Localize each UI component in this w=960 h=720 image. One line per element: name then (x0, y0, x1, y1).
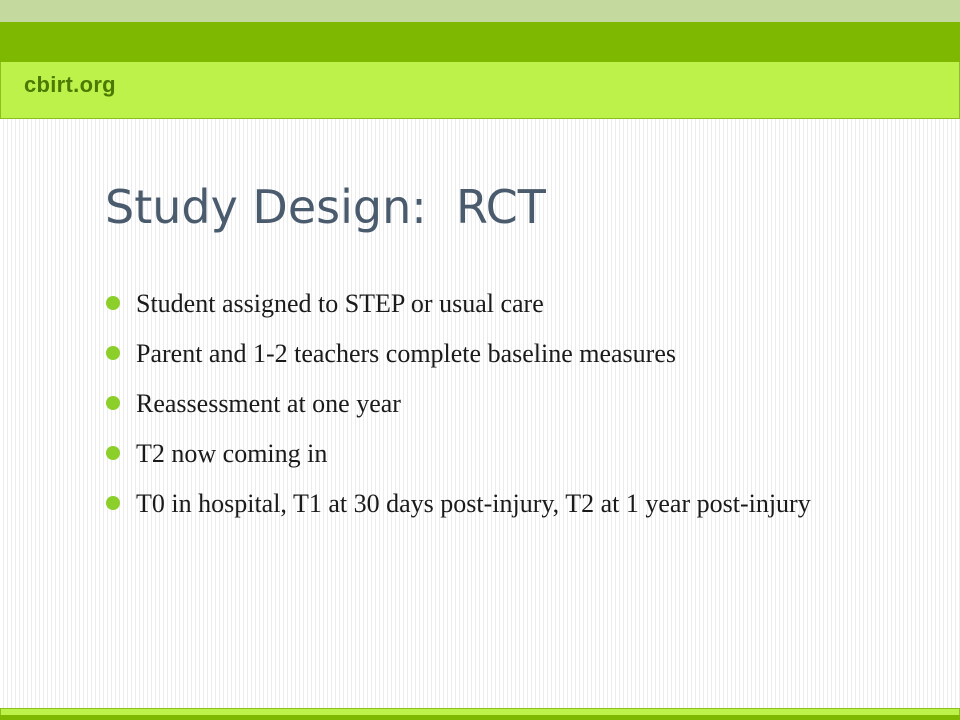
header-dark-band (0, 22, 960, 62)
logo-text: cbirt.org (24, 72, 116, 97)
bullet-item (106, 436, 866, 472)
bullet-text: T0 in hospital, T1 at 30 days post-injury, T2 at 1 year post-injury (136, 489, 811, 518)
bullet-dot-icon (106, 496, 120, 510)
slide-title: Study Design: RCT (105, 180, 546, 234)
header-light-band (0, 62, 960, 119)
bullet-dot-icon (106, 346, 120, 360)
bullet-dot-icon (106, 446, 120, 460)
header-top-band (0, 0, 960, 22)
bullet-text: Parent and 1-2 teachers complete baseline measures (136, 339, 676, 368)
bullet-dot-icon (106, 296, 120, 310)
bullet-item (106, 286, 866, 322)
bullet-item (106, 486, 866, 522)
bullet-text: T2 now coming in (136, 439, 328, 468)
bullet-text: Reassessment at one year (136, 389, 401, 418)
bullet-text: Student assigned to STEP or usual care (136, 289, 544, 318)
bullet-dot-icon (106, 396, 120, 410)
footer-light-band (0, 708, 960, 715)
bullet-list (106, 286, 866, 536)
bullet-item (106, 336, 866, 372)
footer-dark-band (0, 715, 960, 720)
bullet-item (106, 386, 866, 422)
